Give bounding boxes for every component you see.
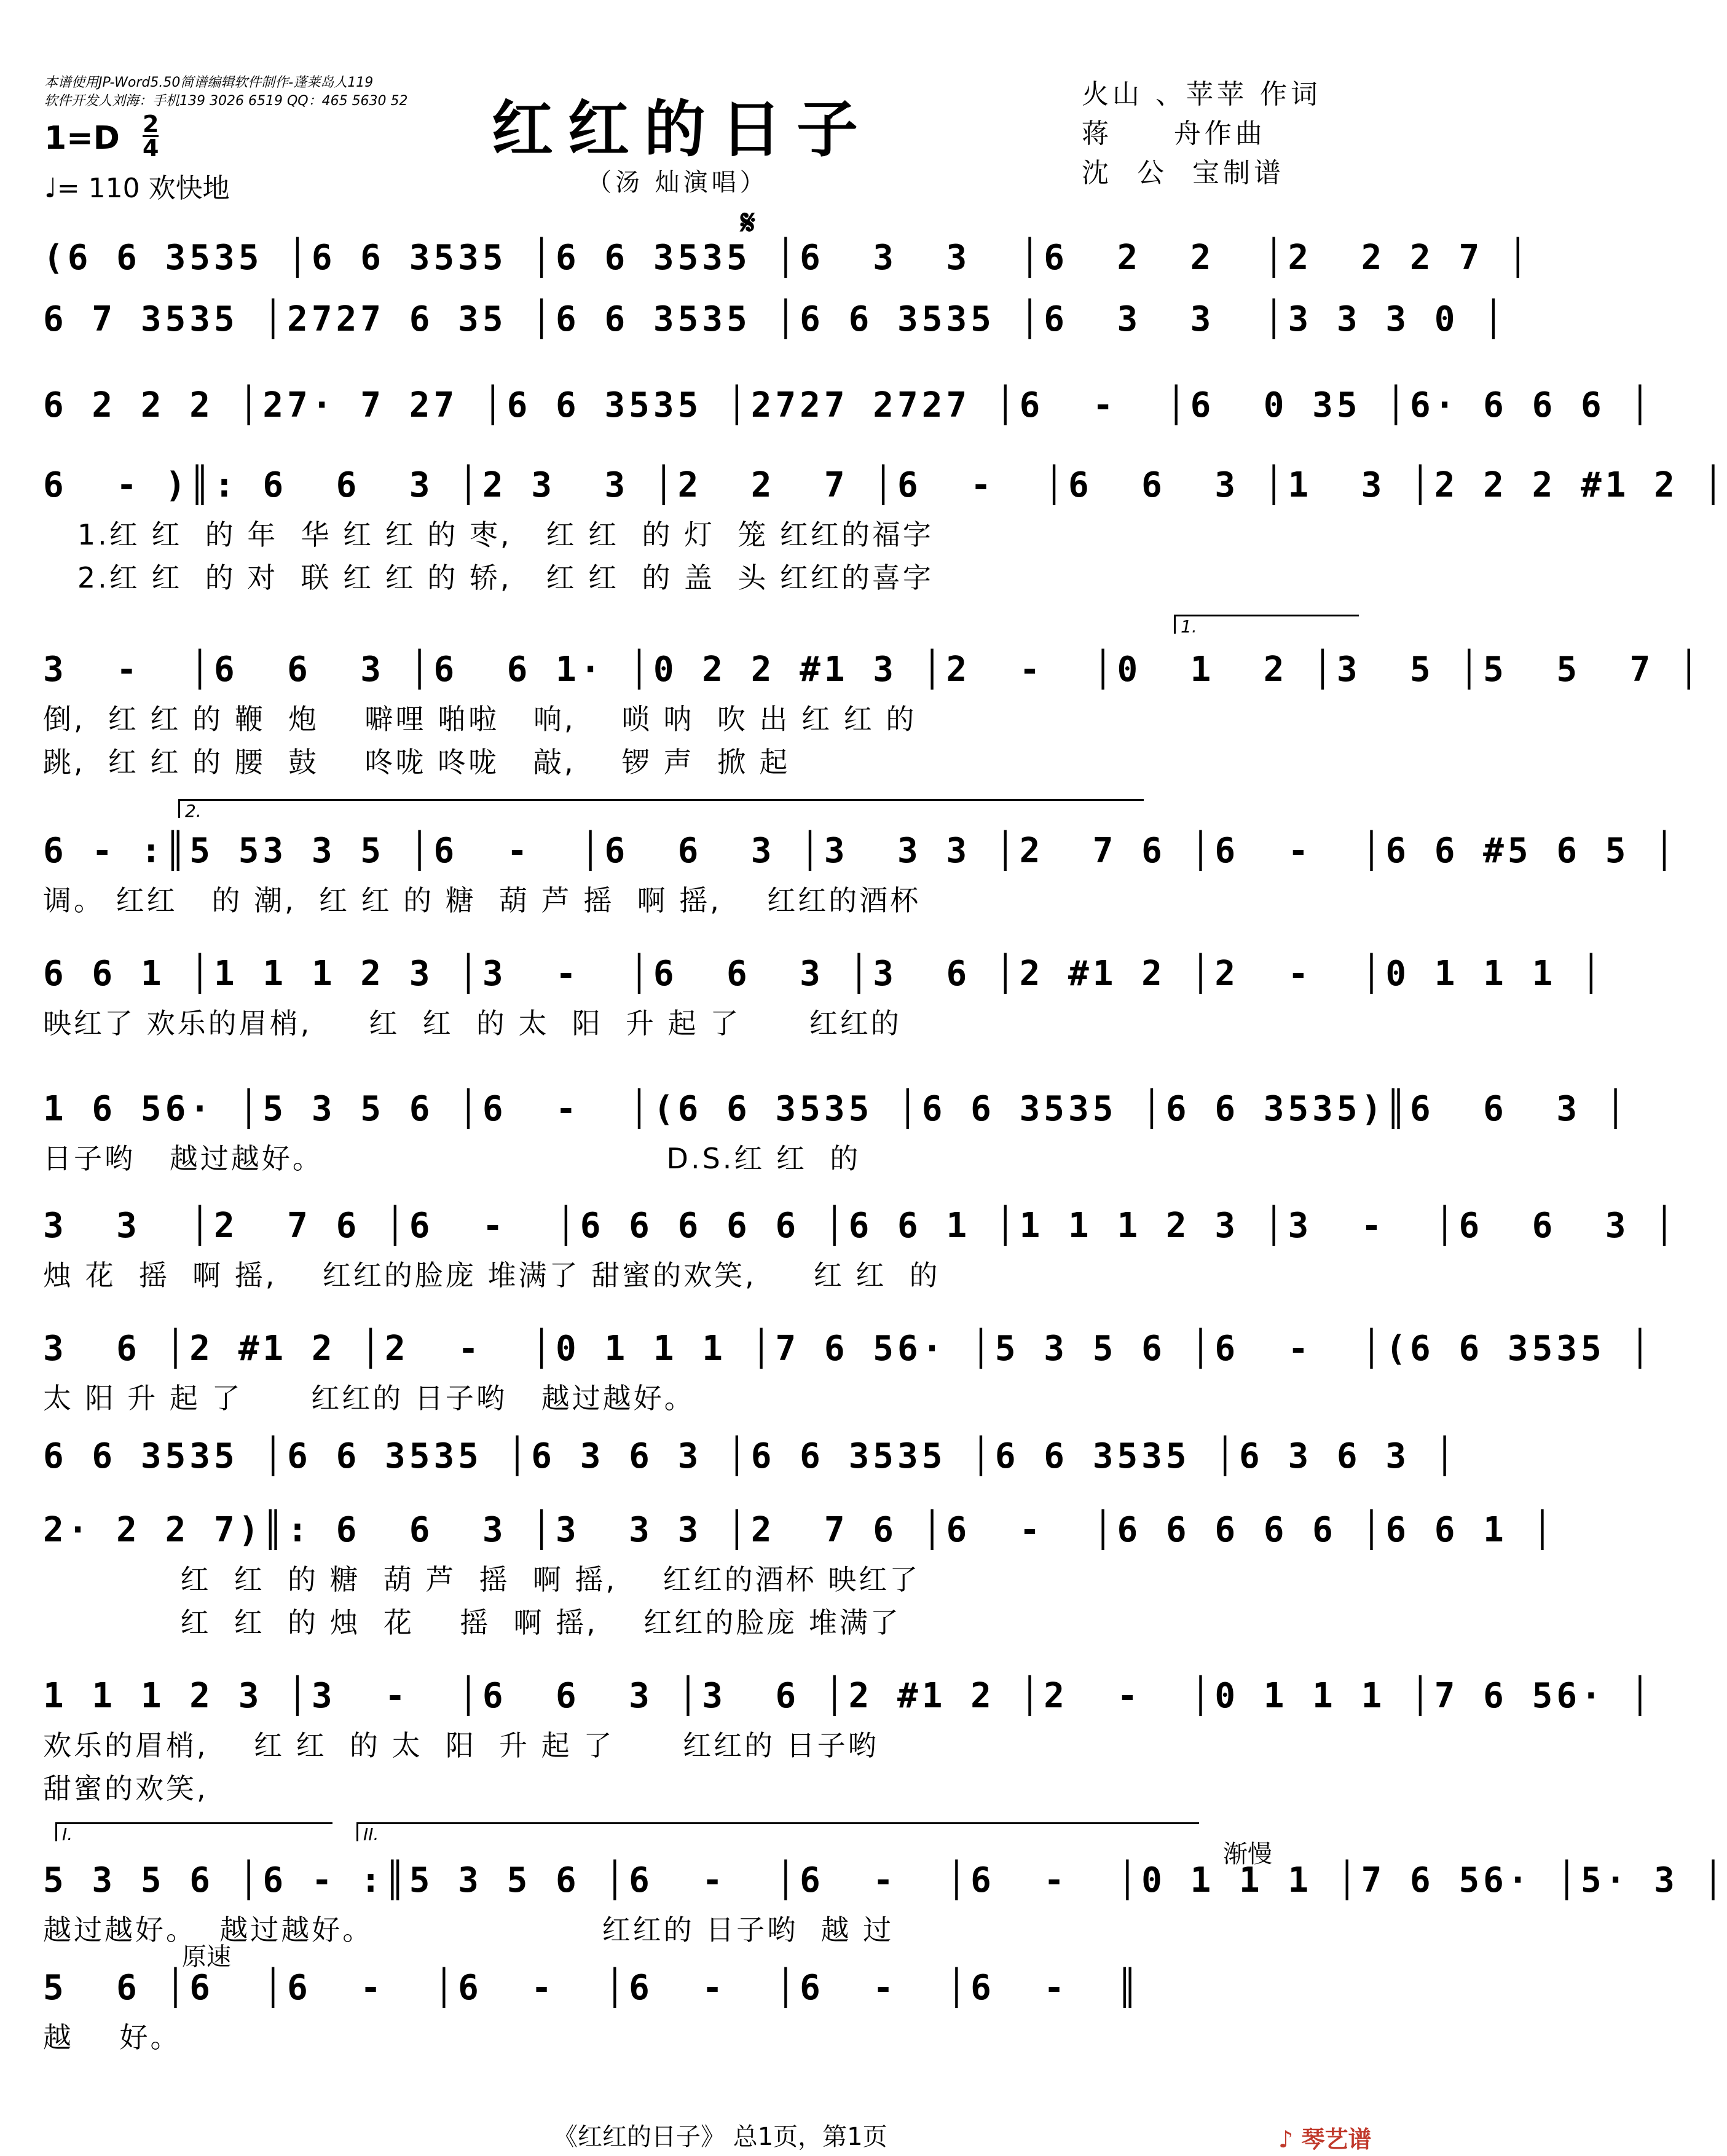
volta-I-bracket: I.	[55, 1822, 332, 1841]
lyrics-line: 越 好。	[43, 2021, 181, 2054]
page-footer: 《红红的日子》 总1页，第1页	[553, 2123, 887, 2151]
system-12	[43, 1506, 1557, 1653]
lyrics-line: 烛 花 摇 啊 摇, 红红的脸庞 堆满了 甜蜜的欢笑, 红 红 的	[43, 1259, 940, 1292]
key-signature: 1=D	[44, 120, 120, 157]
system-3	[43, 381, 1654, 443]
arranger-credit: 沈 公 宝制谱	[1082, 157, 1284, 189]
system-4	[43, 461, 1727, 608]
system-7	[43, 950, 1605, 1060]
lyrics-line: 日子哟 越过越好。 D.S.红 红 的	[43, 1142, 861, 1175]
ritardando-mark: 渐慢	[1223, 1840, 1272, 1868]
system-14	[43, 1856, 1727, 1967]
system-5	[43, 645, 1703, 793]
system-11	[43, 1432, 1459, 1493]
lyrics-verse-1: 欢乐的眉梢, 红 红 的 太 阳 升 起 了 红红的 日子哟	[43, 1729, 879, 1762]
system-notes: 5 6 │6 │6 - │6 - │6 - │6 - │6 - ║	[43, 1968, 1142, 2008]
composer-credit: 蒋 舟作曲	[1082, 118, 1266, 149]
lyricist-credit: 火山 、苹苹 作词	[1082, 79, 1321, 110]
lyrics-verse-1: 红 红 的 糖 葫 芦 摇 啊 摇, 红红的酒杯 映红了	[43, 1563, 921, 1596]
system-notes: (6 6 3535 │6 6 3535 │6 6 3535 │6 3 3 │6 2 2 │2 2 2 7 │	[43, 238, 1532, 278]
system-8	[43, 1085, 1630, 1195]
system-notes: 6 - :║5 53 3 5 │6 - │6 6 3 │3 3 3 │2 7 6 │6 - │6 6 #5 6 5 │	[43, 831, 1678, 871]
singer-credit: （汤 灿演唱）	[587, 168, 768, 197]
software-note-2: 软件开发人刘海：手机139 3026 6519 QQ：465 5630 52	[44, 93, 408, 109]
system-6	[43, 827, 1678, 937]
logo-text: 琴艺谱	[1301, 2126, 1372, 2153]
system-notes: 5 3 5 6 │6 - :║5 3 5 6 │6 - │6 - │6 - │0 1 1 1 │7 6 56· │5· 3 │	[43, 1860, 1727, 1900]
system-15	[43, 1964, 1361, 2074]
volta-1-bracket: 1.	[1174, 615, 1359, 634]
time-signature	[143, 111, 159, 162]
lyrics-verse-2: 甜蜜的欢笑,	[43, 1772, 208, 1805]
system-notes: 6 6 3535 │6 6 3535 │6 3 6 3 │6 6 3535 │6 6 3535 │6 3 6 3 │	[43, 1436, 1459, 1476]
system-notes: 1 1 1 2 3 │3 - │6 6 3 │3 6 │2 #1 2 │2 - │0 1 1 1 │7 6 56· │	[43, 1676, 1654, 1716]
lyrics-verse-2: 2.红 红 的 对 联 红 红 的 轿, 红 红 的 盖 头 红红的喜字	[43, 561, 934, 594]
software-note-1: 本谱使用JP-Word5.50简谱编辑软件制作-蓬莱岛人119	[44, 75, 374, 90]
time-signature-bottom: 4	[143, 135, 159, 162]
system-notes: 6 2 2 2 │27· 7 27 │6 6 3535 │2727 2727 │6 - │6 0 35 │6· 6 6 6 │	[43, 385, 1654, 425]
system-9	[43, 1202, 1678, 1312]
system-notes: 3 - │6 6 3 │6 6 1· │0 2 2 #1 3 │2 - │0 1 2 │3 5 │5 5 7 │	[43, 650, 1703, 690]
system-13	[43, 1672, 1654, 1819]
lyrics-line: 太 阳 升 起 了 红红的 日子哟 越过越好。	[43, 1382, 695, 1415]
system-2	[43, 295, 1508, 356]
lyrics-verse-2: 跳, 红 红 的 腰 鼓 咚咙 咚咙 敲, 锣 声 掀 起	[43, 746, 790, 779]
segno-sign: 𝄋	[741, 203, 756, 243]
system-notes: 3 3 │2 7 6 │6 - │6 6 6 6 6 │6 6 1 │1 1 1 2 3 │3 - │6 6 3 │	[43, 1206, 1678, 1246]
system-notes: 6 7 3535 │2727 6 35 │6 6 3535 │6 6 3535 │6 3 3 │3 3 3 0 │	[43, 299, 1508, 339]
system-notes: 3 6 │2 #1 2 │2 - │0 1 1 1 │7 6 56· │5 3 5 6 │6 - │(6 6 3535 │	[43, 1329, 1654, 1369]
system-notes: 6 6 1 │1 1 1 2 3 │3 - │6 6 3 │3 6 │2 #1 2 │2 - │0 1 1 1 │	[43, 954, 1605, 994]
system-1	[43, 234, 1532, 295]
system-notes: 2· 2 2 7)║: 6 6 3 │3 3 3 │2 7 6 │6 - │6 6 6 6 6 │6 6 1 │	[43, 1510, 1557, 1550]
lyrics-verse-1: 倒, 红 红 的 鞭 炮 噼哩 啪啦 响, 唢 呐 吹 出 红 红 的	[43, 702, 917, 736]
lyrics-verse-2: 红 红 的 烛 花 摇 啊 摇, 红红的脸庞 堆满了	[43, 1606, 901, 1639]
tempo-marking: ♩= 110 欢快地	[44, 173, 230, 204]
time-signature-top: 2	[143, 111, 159, 138]
site-logo	[1278, 2120, 1372, 2154]
system-notes: 1 6 56· │5 3 5 6 │6 - │(6 6 3535 │6 6 3535 │6 6 3535)║6 6 3 │	[43, 1089, 1630, 1129]
song-title: 红红的日子	[492, 93, 873, 165]
logo-icon: ♪	[1278, 2126, 1294, 2153]
volta-2-bracket: 2.	[178, 799, 1144, 818]
lyrics-line: 调。 红红 的 潮, 红 红 的 糖 葫 芦 摇 啊 摇, 红红的酒杯	[43, 884, 921, 917]
volta-II-bracket: II.	[356, 1822, 1199, 1841]
lyrics-line: 越过越好。 越过越好。 红红的 日子哟 越 过	[43, 1913, 894, 1946]
lyrics-line: 映红了 欢乐的眉梢, 红 红 的 太 阳 升 起 了 红红的	[43, 1007, 902, 1040]
system-notes: 6 - )║: 6 6 3 │2 3 3 │2 2 7 │6 - │6 6 3 │1 3 │2 2 2 #1 2 │	[43, 465, 1727, 505]
lyrics-verse-1: 1.红 红 的 年 华 红 红 的 枣, 红 红 的 灯 笼 红红的福字	[43, 518, 934, 551]
system-10	[43, 1324, 1654, 1435]
a-tempo-mark: 原速	[182, 1943, 231, 1971]
